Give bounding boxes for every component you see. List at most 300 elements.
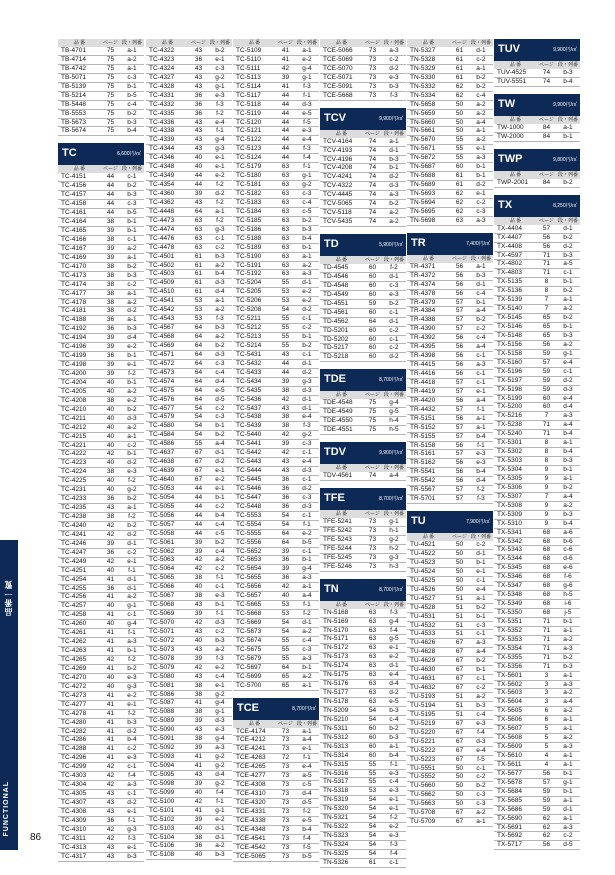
- product-code: TC-4569: [149, 341, 175, 349]
- page-ref: 42: [281, 431, 290, 439]
- page-ref: 54: [194, 431, 203, 439]
- page-ref: 41: [106, 718, 115, 726]
- product-code: TCV-4208: [323, 164, 353, 172]
- page-ref: 60: [368, 281, 377, 289]
- product-code: TC-4240: [61, 521, 87, 529]
- table-row: [58, 745, 144, 754]
- grid-position: e-4: [389, 671, 399, 679]
- table-row: [494, 841, 580, 850]
- page-ref: 74: [368, 173, 377, 181]
- page-ref: 63: [194, 243, 203, 251]
- page-ref: 55: [281, 636, 290, 644]
- column-header-row: [494, 171, 580, 179]
- page-ref: 36: [281, 476, 290, 483]
- product-code: TC-5213: [236, 333, 262, 340]
- grid-position: d-6: [563, 555, 573, 563]
- page-ref: 56: [455, 271, 464, 279]
- product-code: TX-5135: [497, 278, 522, 286]
- table-row: [233, 226, 319, 235]
- page-ref: 67: [194, 467, 203, 475]
- grid-position: f-1: [303, 601, 311, 609]
- grid-position: a-3: [389, 191, 399, 199]
- product-code: TX-5347: [497, 582, 522, 590]
- grid-position: a-1: [563, 671, 573, 679]
- product-code: TC-5053: [149, 484, 175, 492]
- table-row: [320, 327, 406, 336]
- product-code: TCE-4348: [236, 825, 266, 833]
- product-code: TC-4307: [61, 799, 87, 806]
- product-code: TU-4533: [410, 630, 436, 638]
- product-code: TC-5657: [236, 592, 262, 600]
- table-row: [494, 734, 580, 743]
- grid-position: d-5: [302, 799, 312, 806]
- product-code: TC-4324: [149, 64, 175, 72]
- page-ref: 51: [455, 630, 464, 638]
- table-row: [233, 74, 319, 83]
- page-ref: 53: [194, 306, 203, 314]
- table-row: [233, 387, 319, 396]
- table-row: [58, 647, 144, 656]
- table-row: [494, 252, 580, 261]
- grid-position: d-3: [302, 386, 312, 394]
- table-row: [146, 110, 232, 119]
- table-row: [494, 520, 580, 529]
- product-code: TC-5436: [236, 395, 262, 403]
- product-code: TU-5223: [410, 755, 436, 763]
- product-code: TC-4309: [61, 816, 87, 824]
- grid-position: d-1: [302, 619, 312, 626]
- page-ref: 60: [542, 394, 551, 402]
- product-code: TC-4502: [149, 261, 175, 269]
- table-row: [233, 808, 319, 817]
- page-ref: 74: [368, 146, 377, 154]
- table-row: [58, 191, 144, 200]
- grid-position: a-2: [127, 298, 137, 306]
- table-row: [407, 190, 493, 199]
- grid-position: a-1: [127, 504, 137, 512]
- page-ref: 68: [542, 582, 551, 590]
- grid-position: c-3: [389, 281, 399, 289]
- grid-position: d-3: [302, 100, 312, 108]
- page-ref: 54: [368, 841, 377, 848]
- series-price: 7,900円/㎡: [466, 519, 490, 526]
- grid-position: g-2: [215, 753, 225, 761]
- page-ref: 44: [106, 173, 115, 181]
- page-ref: 73: [368, 553, 377, 561]
- table-row: [320, 156, 406, 165]
- table-row: [58, 665, 144, 674]
- header-page: ページ: [365, 40, 380, 46]
- product-code: TX-4597: [497, 251, 522, 259]
- page-ref: 51: [455, 621, 464, 629]
- grid-position: g-4: [302, 565, 312, 573]
- product-code: TC-5181: [236, 181, 262, 189]
- grid-position: g-6: [563, 582, 573, 590]
- table-row: [320, 47, 406, 56]
- table-row: [233, 772, 319, 781]
- table-row: [233, 208, 319, 217]
- table-row: [58, 415, 144, 424]
- page-ref: 42: [106, 825, 115, 833]
- page-ref: 41: [106, 709, 115, 717]
- table-row: [146, 431, 232, 440]
- table-row: [407, 325, 493, 334]
- page-ref: 44: [281, 127, 290, 135]
- product-code: TC-4338: [149, 127, 175, 135]
- product-code: TC-5071: [149, 627, 175, 635]
- table-row: [146, 217, 232, 226]
- table-row: [146, 548, 232, 557]
- grid-position: a-3: [563, 680, 573, 688]
- grid-position: c-1: [389, 335, 399, 343]
- page-ref: 57: [455, 486, 464, 494]
- grid-position: c-4: [302, 636, 312, 644]
- product-code: TC-4543: [149, 315, 175, 323]
- grid-position: d-3: [215, 619, 225, 626]
- table-row: [233, 790, 319, 799]
- sidebar-jp-label: 品番一覧: [4, 580, 13, 616]
- table-row: [494, 386, 580, 395]
- page-ref: 75: [106, 118, 115, 126]
- grid-position: c-2: [215, 565, 225, 573]
- grid-position: g-3: [215, 225, 225, 233]
- table-row: [58, 424, 144, 433]
- grid-position: e-1: [127, 807, 137, 815]
- page-ref: 61: [455, 64, 464, 72]
- product-code: TC-5103: [149, 824, 175, 832]
- page-ref: 73: [281, 727, 290, 735]
- page-ref: 59: [542, 787, 551, 795]
- table-row: [320, 173, 406, 182]
- table-row: [233, 637, 319, 646]
- table-row: [233, 378, 319, 387]
- table-row: [146, 744, 232, 753]
- header-page: ページ: [539, 171, 554, 178]
- series-name: TFE: [324, 492, 345, 504]
- product-code: TC-5065: [149, 574, 175, 582]
- page-ref: 63: [281, 163, 290, 171]
- grid-position: f-1: [216, 574, 224, 582]
- table-row: [407, 172, 493, 181]
- table-row: [233, 65, 319, 74]
- grid-position: b-1: [302, 556, 312, 564]
- grid-position: e-3: [127, 468, 137, 476]
- grid-position: a-1: [389, 137, 399, 145]
- page-ref: 8: [544, 457, 549, 465]
- grid-position: e-2: [215, 663, 225, 671]
- grid-position: a-3: [302, 654, 312, 662]
- product-code: TC-5109: [236, 47, 262, 54]
- grid-position: c-3: [302, 645, 312, 653]
- table-row: [494, 377, 580, 386]
- series-header: [407, 233, 493, 255]
- page-ref: 67: [455, 755, 464, 763]
- page-ref: 73: [368, 82, 377, 90]
- grid-position: b-2: [476, 657, 486, 665]
- table-row: [233, 405, 319, 414]
- table-row: [407, 110, 493, 119]
- grid-position: d-1: [476, 550, 486, 557]
- series-block: [494, 94, 580, 142]
- product-code: TDE-4551: [323, 426, 353, 434]
- header-page: ページ: [452, 534, 467, 541]
- product-code: TC-4251: [61, 566, 87, 574]
- product-code: TC-4278: [61, 709, 87, 717]
- grid-position: d-5: [215, 395, 225, 403]
- product-code: TC-4188: [61, 316, 87, 324]
- page-ref: 5: [544, 725, 549, 733]
- page-ref: 54: [368, 805, 377, 813]
- grid-position: b-3: [563, 457, 573, 465]
- page-ref: 64: [368, 317, 377, 325]
- page-ref: 50: [455, 127, 464, 135]
- product-code: TCV-4445: [323, 191, 353, 199]
- page-ref: 40: [106, 405, 115, 413]
- product-code: TR-4371: [410, 262, 436, 270]
- product-code: TX-5603: [497, 689, 522, 697]
- grid-position: g-3: [127, 825, 137, 833]
- product-code: TFE-5245: [323, 553, 352, 561]
- grid-position: c-2: [476, 541, 486, 549]
- header-position: 段・列番: [383, 257, 404, 263]
- table-row: [320, 716, 406, 725]
- table-row: [58, 218, 144, 227]
- product-code: TC-4473: [149, 216, 175, 224]
- product-code: TC-5445: [236, 476, 262, 483]
- grid-position: a-2: [215, 333, 225, 340]
- product-code: TCE-4320: [236, 799, 266, 806]
- product-code: TR-5567: [410, 486, 436, 494]
- grid-position: a-2: [563, 501, 573, 509]
- product-code: TC-4157: [61, 191, 87, 199]
- product-code: TC-4225: [61, 477, 87, 485]
- product-code: TN-5317: [323, 778, 349, 786]
- table-row: [146, 387, 232, 396]
- grid-position: a-2: [127, 593, 137, 601]
- product-code: TN-5661: [410, 127, 436, 135]
- product-code: TC-5086: [149, 690, 175, 698]
- page-ref: 41: [194, 806, 203, 814]
- page-ref: 55: [281, 333, 290, 340]
- page-ref: 60: [368, 290, 377, 298]
- page-ref: 42: [281, 64, 290, 72]
- column-header-row: [320, 601, 406, 609]
- table-row: [494, 421, 580, 430]
- page-ref: 51: [455, 612, 464, 620]
- product-code: TN-5693: [410, 190, 436, 197]
- product-code: TC-5101: [149, 806, 175, 814]
- page-ref: 36: [106, 548, 115, 556]
- product-code: TC-5120: [236, 118, 262, 126]
- table-row: [320, 770, 406, 779]
- grid-position: d-1: [215, 824, 225, 832]
- page-ref: 41: [281, 82, 290, 90]
- page-ref: 74: [368, 472, 377, 480]
- product-code: TC-5114: [236, 82, 261, 90]
- product-code: TC-5180: [236, 172, 262, 180]
- header-code: 品 番: [335, 465, 348, 472]
- page-ref: 60: [368, 742, 377, 750]
- table-row: [320, 618, 406, 627]
- product-code: TC-4348: [149, 163, 175, 171]
- grid-position: g-2: [215, 73, 225, 81]
- grid-position: g-3: [302, 377, 312, 385]
- grid-position: a-1: [127, 432, 137, 440]
- page-ref: 41: [106, 575, 115, 583]
- product-code: TX-5308: [497, 501, 522, 509]
- table-row: [146, 351, 232, 360]
- product-code: TC-5443: [236, 458, 262, 466]
- grid-position: a-6: [563, 528, 573, 536]
- table-row: [58, 236, 144, 245]
- grid-position: f-3: [216, 315, 224, 323]
- product-code: TC-4573: [149, 368, 175, 376]
- page-ref: 4: [544, 752, 549, 759]
- grid-position: j-5: [564, 609, 572, 616]
- page-ref: 42: [106, 530, 115, 538]
- product-code: TN-5334: [410, 91, 436, 99]
- page-ref: 60: [455, 163, 464, 171]
- table-row: [407, 92, 493, 101]
- grid-position: g-4: [389, 617, 399, 625]
- table-row: [407, 181, 493, 190]
- page-ref: 36: [106, 352, 115, 360]
- grid-position: d-1: [302, 404, 312, 412]
- page-ref: 71: [542, 421, 551, 429]
- product-code: TC-4198: [61, 361, 87, 369]
- product-code: TC-5095: [149, 770, 175, 778]
- grid-position: c-2: [302, 324, 312, 332]
- grid-position: a-3: [127, 781, 137, 789]
- product-code: TC-5697: [236, 663, 262, 671]
- product-code: TC-5106: [149, 842, 175, 850]
- table-row: [233, 530, 319, 539]
- table-row: [146, 717, 232, 726]
- product-code: TR-4374: [410, 280, 436, 288]
- product-code: TC-4639: [149, 467, 175, 475]
- header-code: 品 番: [422, 534, 435, 541]
- page-ref: 55: [194, 440, 203, 448]
- page-ref: 75: [106, 55, 115, 63]
- product-code: TX-5345: [497, 564, 522, 572]
- grid-position: c-4: [476, 334, 486, 342]
- table-row: [233, 279, 319, 288]
- product-code: TCE-5069: [323, 55, 353, 63]
- page-ref: 57: [455, 432, 464, 440]
- table-row: [320, 545, 406, 554]
- series-price: 9,900円/㎡: [553, 47, 577, 53]
- grid-position: a-4: [302, 592, 312, 600]
- grid-position: d-3: [127, 414, 137, 422]
- table-row: [146, 637, 232, 646]
- grid-position: b-1: [563, 769, 573, 777]
- series-price: 8,700円/㎡: [379, 586, 403, 593]
- table-row: [494, 484, 580, 493]
- table-row: [320, 56, 406, 65]
- header-page: ページ: [103, 166, 118, 173]
- page-ref: 57: [455, 387, 464, 395]
- grid-position: f-2: [390, 264, 398, 271]
- table-row: [146, 154, 232, 163]
- product-code: TC-5665: [236, 601, 262, 609]
- table-row: [407, 263, 493, 272]
- grid-position: e-4: [302, 458, 312, 466]
- grid-position: a-1: [302, 681, 312, 689]
- table-row: [320, 300, 406, 309]
- table-row: [233, 844, 319, 853]
- product-code: TU-4524: [410, 567, 436, 575]
- table-row: [494, 529, 580, 538]
- grid-position: b-3: [476, 701, 486, 709]
- grid-position: b-4: [476, 432, 486, 440]
- product-code: TU-5663: [410, 800, 436, 808]
- product-code: TC-5431: [236, 350, 262, 358]
- product-code: TC-4205: [61, 387, 87, 395]
- product-code: TC-4354: [149, 181, 175, 189]
- grid-position: a-3: [302, 270, 312, 278]
- page-ref: 61: [194, 279, 203, 287]
- page-ref: 63: [281, 190, 290, 197]
- table-row: [407, 613, 493, 622]
- page-ref: 50: [455, 773, 464, 781]
- header-page: ページ: [452, 255, 467, 262]
- page-ref: 75: [368, 408, 377, 416]
- table-row: [233, 369, 319, 378]
- product-code: TC-4215: [61, 432, 87, 440]
- grid-position: a-1: [302, 252, 312, 260]
- page-ref: 44: [194, 493, 203, 501]
- product-code: TC-4568: [149, 333, 175, 340]
- page-ref: 53: [281, 601, 290, 609]
- table-row: [146, 485, 232, 494]
- table-row: [58, 47, 144, 56]
- page-ref: 55: [455, 136, 464, 144]
- grid-position: e-6: [563, 564, 573, 572]
- product-code: TC-4286: [61, 736, 87, 744]
- grid-position: f-5: [303, 118, 311, 126]
- page-ref: 63: [368, 635, 377, 643]
- page-ref: 43: [106, 852, 115, 860]
- table-row: [146, 270, 232, 279]
- product-code: TX-5604: [497, 698, 522, 706]
- page-ref: 74: [368, 182, 377, 190]
- grid-position: g-2: [127, 486, 137, 494]
- page-ref: 56: [542, 233, 551, 241]
- page-ref: 61: [455, 47, 464, 54]
- page-ref: 74: [368, 191, 377, 199]
- product-code: TR-5151: [410, 414, 436, 422]
- header-code: 品 番: [509, 116, 522, 123]
- table-row: [407, 675, 493, 684]
- page-ref: 60: [368, 272, 377, 280]
- page-ref: 63: [368, 662, 377, 670]
- page-ref: 38: [106, 298, 115, 306]
- page-ref: 40: [106, 432, 115, 440]
- page-ref: 43: [194, 627, 203, 635]
- grid-position: c-4: [389, 778, 399, 786]
- product-code: TC-4265: [61, 656, 87, 663]
- page-ref: 71: [542, 617, 551, 625]
- grid-position: b-1: [127, 450, 137, 458]
- product-code: TCE-4541: [236, 834, 266, 842]
- product-code: TU-5708: [410, 809, 436, 817]
- header-code: 品 番: [509, 217, 522, 224]
- table-row: [146, 530, 232, 539]
- grid-position: c-2: [127, 280, 137, 288]
- table-row: [58, 808, 144, 817]
- page-ref: 75: [106, 47, 115, 54]
- grid-position: g-1: [389, 518, 399, 525]
